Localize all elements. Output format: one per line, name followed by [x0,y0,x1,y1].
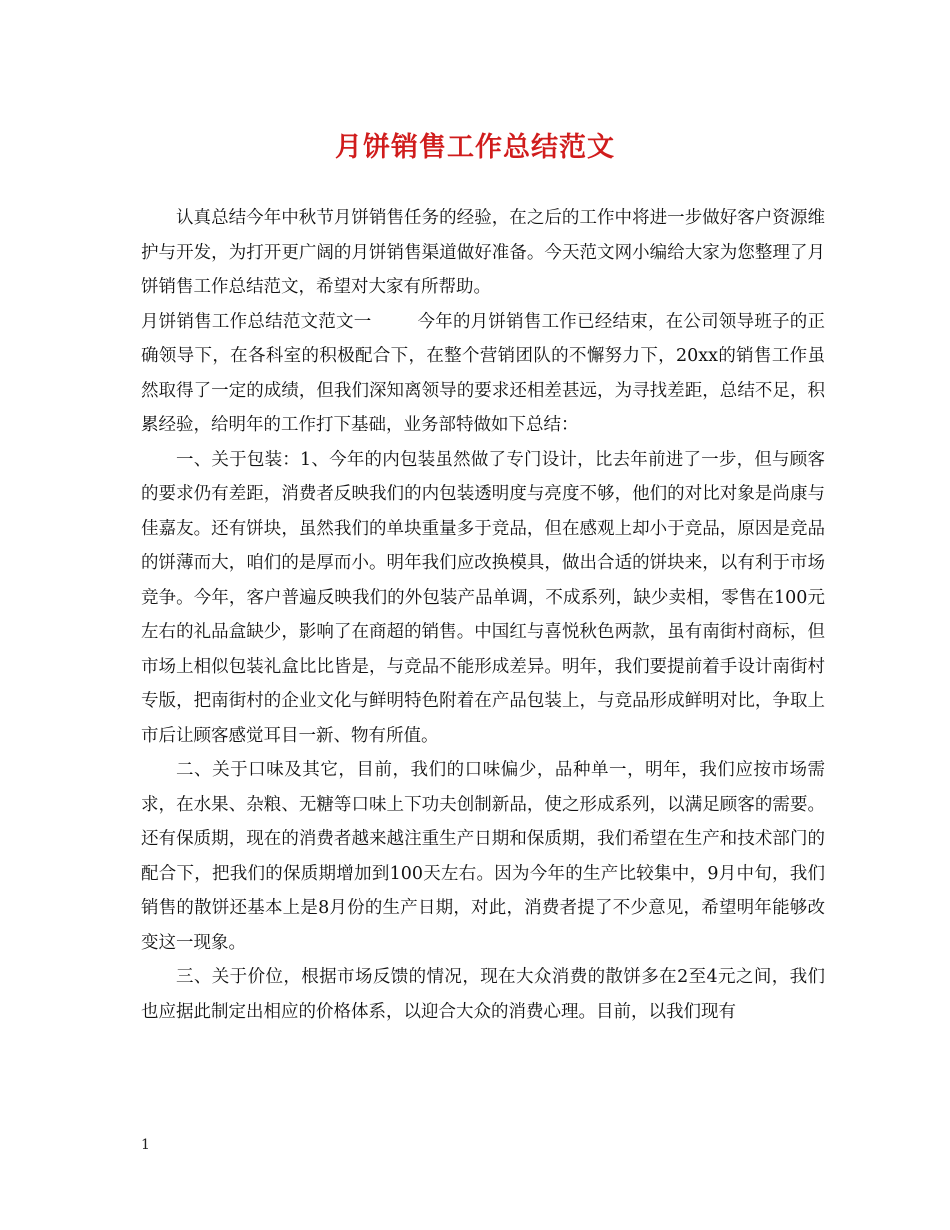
section-1-paragraph [141,305,825,443]
point-1-paragraph: 一、关于包装：1、今年的内包装虽然做了专门设计，比去年前进了一步，但与顾客的要求仍有差距，消费者反映我们的内包装透明度与亮度不够，他们的对比对象是尚康与佳嘉友。还有饼块，虽然我们的单块重量多于竞品，但在感观上却小于竞品，原因是竞品的饼薄而大，咱们的是厚而小。明年我们应改换模具，做出合适的饼块来，以有利于市场竞争。今年，客户普遍反映我们的外包装产品单调，不成系列，缺少卖相，零售在100元左右的礼品盒缺少，影响了在商超的销售。中国红与喜悦秋色两款，虽有南街村商标，但市场上相似包装礼盒比比皆是，与竞品不能形成差异。明年，我们要提前着手设计南街村专版，把南街村的企业文化与鲜明特色附着在产品包装上，与竞品形成鲜明对比，争取上市后让顾客感觉耳目一新、物有所值。 [141,449,825,746]
section-1-text: 今年的月饼销售工作已经结束，在公司领导班子的正确领导下，在各科室的积极配合下，在整个营销团队的不懈努力下，20xx的销售工作虽然取得了一定的成绩，但我们深知离领导的要求还相差甚远，为寻找差距，总结不足，积累经验，给明年的工作打下基础，业务部特做如下总结： [141,311,826,435]
section-1-heading: 月饼销售工作总结范文范文一 [141,311,372,332]
document-title: 月饼销售工作总结范文 [335,132,615,163]
point-3-paragraph: 三、关于价位，根据市场反馈的情况，现在大众消费的散饼多在2至4元之间，我们也应据此制定出相应的价格体系，以迎合大众的消费心理。目前，以我们现有 [141,967,825,1022]
document-body [141,201,825,1029]
page-number: 1 [141,1137,150,1153]
intro-paragraph: 认真总结今年中秋节月饼销售任务的经验，在之后的工作中将进一步做好客户资源维护与开发，为打开更广阔的月饼销售渠道做好准备。今天范文网小编给大家为您整理了月饼销售工作总结范文，希望对大家有所帮助。 [141,208,825,297]
point-2-paragraph: 二、关于口味及其它，目前，我们的口味偏少，品种单一，明年，我们应按市场需求，在水果、杂粮、无糖等口味上下功夫创制新品，使之形成系列，以满足顾客的需要。还有保质期，现在的消费者越来越注重生产日期和保质期，我们希望在生产和技术部门的配合下，把我们的保质期增加到100天左右。因为今年的生产比较集中，9月中旬，我们销售的散饼还基本上是8月份的生产日期，对此，消费者提了不少意见，希望明年能够改变这一现象。 [141,760,825,953]
